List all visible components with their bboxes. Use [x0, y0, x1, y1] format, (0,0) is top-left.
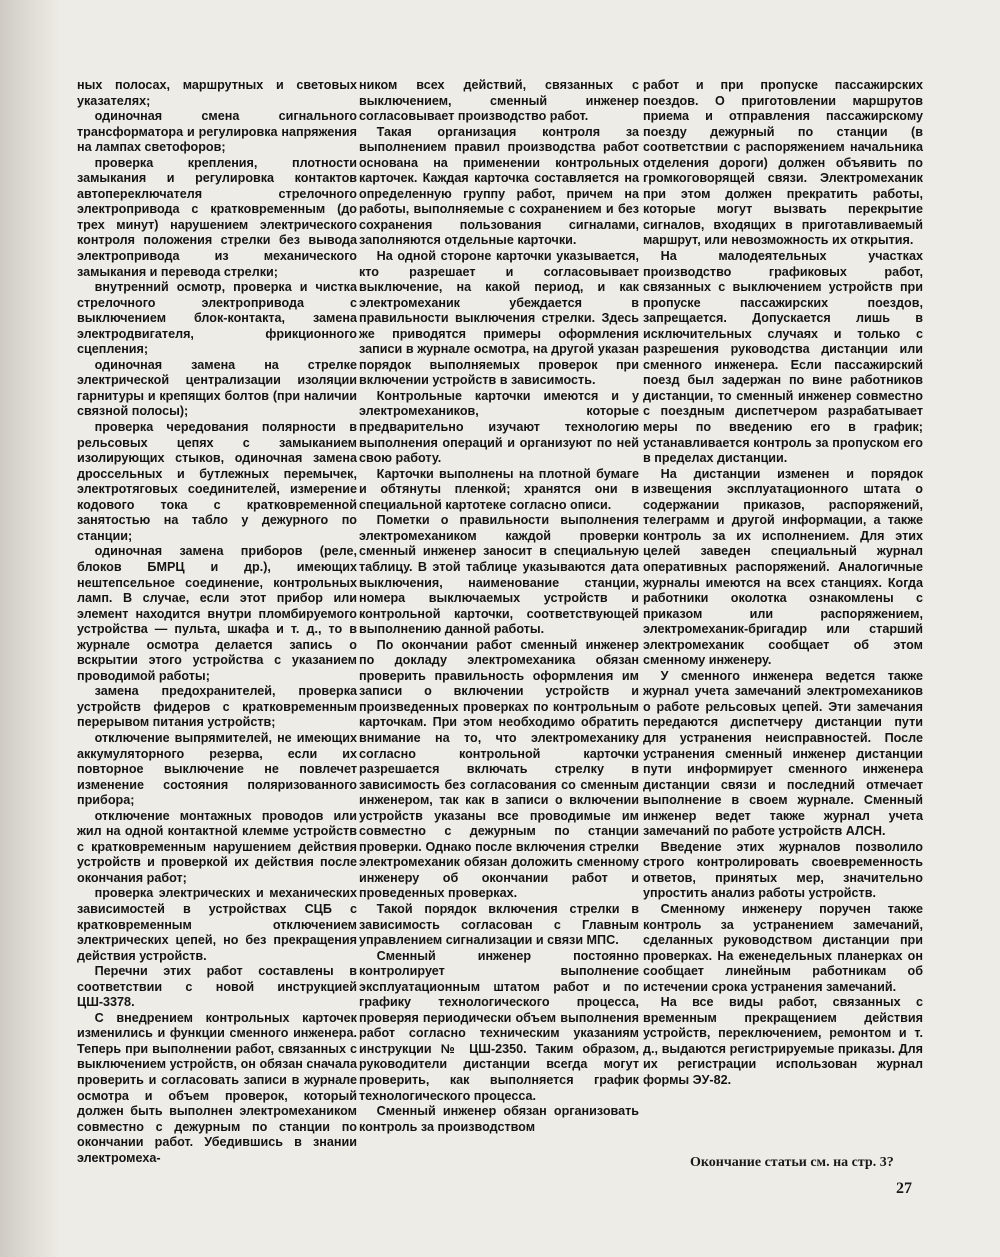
paragraph: ником всех действий, связанных с выключением, сменный инженер согласовывает производство работ. — [359, 78, 639, 124]
paragraph: С внедрением контрольных карточек изменились и функции сменного инженера. Теперь при выполнении работ, связанных с выключением устройств, он обязан сначала проверить и согласовать записи в журнале осмотра и объем проверок, который должен быть выполнен электромехаником совместно с дежурным по станции по окончании работ. Убедившись в знании электромеха- — [77, 1010, 357, 1165]
paragraph: отключение выпрямителей, не имеющих аккумуляторного резерва, если их повторное выключение не повлечет изменение состояния поляризованного прибора; — [77, 730, 357, 808]
page-number: 27 — [896, 1180, 912, 1197]
paragraph: одиночная смена сигнального трансформатора и регулировка напряжения на лампах светофоров; — [77, 109, 357, 155]
paragraph: Сменный инженер постоянно контролирует выполнение эксплуатационным штатом работ и по графику технологического процесса, проверяя периодически объем выполнения работ согласно техническим указаниям инструкции № ЦШ-2350. Таким образом, руководители дистанции всегда могут проверить, как выполняется график технологического процесса. — [359, 948, 639, 1103]
paragraph: внутренний осмотр, проверка и чистка стрелочного электропривода с выключением блок-контакта, замена электродвигателя, фрикционного сцепления; — [77, 280, 357, 357]
paragraph: У сменного инженера ведется также журнал учета замечаний электромехаников о работе рельсовых цепей. Эти замечания передаются диспетчеру дистанции пути для устранения неисправностей. После устранения сменный инженер дистанции пути информирует сменного инженера дистанции связи и последний отмечает выполнение в своем журнале. Сменный инженер ведет также журнал учета замечаний по работе устройств АЛСН. — [643, 668, 923, 839]
paragraph: замена предохранителей, проверка устройств фидеров с кратковременным перерывом питания устройств; — [77, 684, 357, 730]
paragraph: Перечни этих работ составлены в соответствии с новой инструкцией ЦШ-3378. — [77, 964, 357, 1010]
paragraph: На малодеятельных участках производство графиковых работ, связанных с выключением устройств при пропуске пассажирских поездов, запрещается. Допускается лишь в исключительных случаях и только с разрешения руководства дистанции или сменного инженера. Если пассажирский поезд был задержан по вине работников дистанции, то сменный инженер совместно с поездным диспетчером разрабатывает меры по введению его в график; устанавливается контроль за пропуском его в пределах дистанции. — [643, 249, 923, 466]
paragraph: Карточки выполнены на плотной бумаге и обтянуты пленкой; хранятся они в специальной картотеке согласно описи. — [359, 466, 639, 512]
paragraph: Пометки о правильности выполнения электромехаником каждой проверки сменный инженер заносит в специальную таблицу. В этой таблице указываются дата выключения, наименование станции, номера выключаемых устройств и контрольной карточки, соответствующей выполнению данной работы. — [359, 513, 639, 637]
text-column-3 — [643, 78, 923, 1089]
text-column-1 — [77, 78, 357, 1166]
paragraph: проверка крепления, плотности замыкания и регулировка контактов автопереключателя стрелочного электропривода с кратковременным (до трех минут) нарушением электрического контроля положения стрелки без вывода электропривода из механического замыкания и перевода стрелки; — [77, 155, 357, 279]
paragraph: проверка чередования полярности в рельсовых цепях с замыканием изолирующих стыков, одиночная замена дроссельных и бутлежных перемычек, электротяговых соединителей, измерение кодового тока с кратковременной занятостью на табло у дежурного по станции; — [77, 420, 357, 543]
paragraph: На все виды работ, связанных с временным прекращением действия устройств, переключением, ремонтом и т. д., выдаются регистрируемые приказы. Для их регистрации использован журнал формы ЭУ-82. — [643, 995, 923, 1087]
text-column-2 — [359, 78, 639, 1135]
paragraph: Контрольные карточки имеются и у электромехаников, которые предварительно изучают технологию выполнения операций и организуют по ней свою работу. — [359, 388, 639, 466]
paragraph: Такой порядок включения стрелки в зависимость согласован с Главным управлением сигнализации и связи МПС. — [359, 901, 639, 948]
paragraph: На дистанции изменен и порядок извещения эксплуатационного штата о содержании приказов, распоряжений, телеграмм и другой информации, а также контроль за их исполнением. Для этих целей заведен специальный журнал оперативных распоряжений. Аналогичные журналы имеются на всех станциях. Когда работники околотка ознакомлены с приказом или распоряжением, электромеханик-бригадир или старший электромеханик сообщает об этом сменному инженеру. — [643, 466, 923, 668]
paragraph: По окончании работ сменный инженер по докладу электромеханика обязан проверить правильность оформления им записи о включении устройств и произведенных проверках по контрольным карточкам. При этом необходимо обратить внимание на то, что электромеханику согласно контрольной карточки разрешается включать стрелку в зависимость без согласования со сменным инженером, так как в записи о включении устройств указаны все проводимые им совместно с дежурным по станции проверки. Однако после включения стрелки электромеханик обязан доложить сменному инженеру об окончании работ и проведенных проверках. — [359, 637, 639, 901]
paragraph: отключение монтажных проводов или жил на одной контактной клемме устройств с кратковременным нарушением действия устройств и проверкой их действия после окончания работ; — [77, 808, 357, 885]
paragraph: работ и при пропуске пассажирских поездов. О приготовлении маршрутов приема и отправления пассажирскому поезду дежурный по станции (в соответствии с распоряжением начальника отделения дороги) должен объявить по громкоговорящей связи. Электромеханик при этом должен прекратить работы, которые могут вызвать перекрытие сигналов, входящих в приготавливаемый маршрут, или невозможность их открытия. — [643, 78, 923, 248]
continuation-note: Окончание статьи см. на стр. 3? — [690, 1155, 894, 1170]
paragraph: одиночная замена приборов (реле, блоков БМРЦ и др.), имеющих нештепсельное соединение, контрольных ламп. В случае, если этот прибор или элемент находится внутри пломбируемого устройства — пульта, шкафа и т. д., то в журнале осмотра делается запись о вскрытии этого устройства с указанием проводимой работы; — [77, 544, 357, 683]
paragraph: На одной стороне карточки указывается, кто разрешает и согласовывает выключение, на какой период, и как электромеханик убеждается в правильности выключения стрелки. Здесь же приводятся примеры оформления записи в журнале осмотра, на другой указан порядок выполняемых проверок при включении устройств в зависимость. — [359, 249, 639, 388]
paragraph: Сменному инженеру поручен также контроль за устранением замечаний, сделанных руководством дистанции при проверках. На еженедельных планерках он сообщает линейным работникам об истечении срока устранения замечаний. — [643, 901, 923, 994]
paragraph: Введение этих журналов позволило строго контролировать своевременность ответов, принятых мер, значительно упростить анализ работы устройств. — [643, 839, 923, 901]
paragraph: Сменный инженер обязан организовать контроль за производством — [359, 1104, 639, 1134]
paragraph: одиночная замена на стрелке электрической централизации изоляции гарнитуры и крепящих болтов (при наличии связной полосы); — [77, 357, 357, 419]
paragraph: проверка электрических и механических зависимостей в устройствах СЦБ с кратковременным отключением электрических цепей, но без прекращения действия устройств. — [77, 886, 357, 963]
paragraph: Такая организация контроля за выполнением правил производства работ основана на применении контрольных карточек. Каждая карточка составляется на определенную группу работ, причем на работы, выполняемые с сохранением и без сохранения пользования сигналами, заполняются отдельные карточки. — [359, 124, 639, 248]
paragraph: ных полосах, маршрутных и световых указателях; — [77, 78, 357, 108]
